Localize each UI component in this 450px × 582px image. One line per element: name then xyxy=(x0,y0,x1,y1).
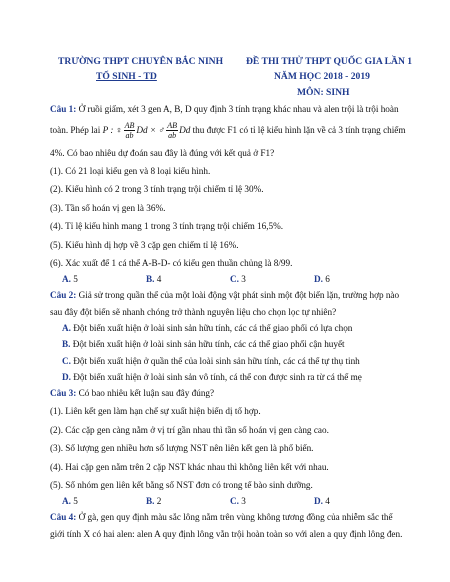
question-2-text-cont: sau đây đột biến sẽ nhanh chóng trở thành nguyên liệu cho chọn lọc tự nhiên? xyxy=(50,306,337,317)
statement: (5). Số nhóm gen liên kết bằng số NST đơn có trong tế bào sinh dưỡng. xyxy=(50,480,313,491)
cross-result: thu được F1 có tỉ lệ kiểu hình lặn về cả 3 tính trạng chiếm xyxy=(190,125,406,135)
statement: (3). Số lượng gen nhiều hơn số lượng NST nên liên kết gen là phổ biến. xyxy=(50,443,314,454)
option-text: 3 xyxy=(238,496,246,507)
exam-header xyxy=(0,56,450,96)
option-key: B. xyxy=(146,273,155,284)
genotype-fraction-male xyxy=(166,121,178,140)
question-2-label: Câu 2: xyxy=(50,289,77,300)
option-c[interactable] xyxy=(230,495,314,507)
option-b[interactable] xyxy=(146,495,230,507)
option-a[interactable] xyxy=(62,495,146,507)
option-text: 5 xyxy=(70,273,78,284)
question-2-text: Giả sử trong quần thể của một loài động vật phát sinh một đột biến lặn, trường hợp nào xyxy=(76,289,400,300)
subject: MÔN: SINH xyxy=(297,87,350,98)
school-name: TRƯỜNG THPT CHUYÊN BẮC NINH xyxy=(58,56,224,67)
question-2 xyxy=(50,289,406,383)
option-key: C. xyxy=(230,273,239,284)
question-1-cross xyxy=(50,118,406,142)
question-3-text: Có bao nhiêu kết luận sau đây đúng? xyxy=(76,388,215,399)
option-text: 5 xyxy=(70,496,78,507)
question-1-text: Ở ruồi giấm, xét 3 gen A, B, D quy định 3 tính trạng khác nhau và alen trội là trội hoàn xyxy=(76,104,399,114)
answer-key: B. xyxy=(62,339,71,350)
option-key: D. xyxy=(314,273,323,284)
question-1-label: Câu 1: xyxy=(50,104,77,114)
question-4-line-1 xyxy=(50,511,406,523)
option-text: 6 xyxy=(322,273,330,284)
question-4 xyxy=(50,511,406,540)
answer-text: Đột biến xuất hiện ở loài sinh sản hữu tính, các cá thể giao phối có lựa chọn xyxy=(70,322,353,333)
question-1 xyxy=(50,103,406,285)
answer-b[interactable] xyxy=(50,338,406,350)
option-text: 2 xyxy=(154,496,162,507)
option-text: 4 xyxy=(322,496,330,507)
school-year: NĂM HỌC 2018 - 2019 xyxy=(274,71,370,82)
cross-intro: toàn. Phép lai xyxy=(50,125,103,135)
statement: (5). Kiểu hình dị hợp về 3 cặp gen chiếm tỉ lệ 16%. xyxy=(50,239,239,250)
genotype-dd-male: Dd xyxy=(179,125,191,135)
genotype-dd-female: Dd xyxy=(136,125,148,135)
question-1-options xyxy=(50,273,406,285)
option-key: A. xyxy=(62,496,71,507)
question-4-label: Câu 4: xyxy=(50,512,77,523)
statement: (2). Kiểu hình có 2 trong 3 tính trạng trội chiếm tỉ lệ 30%. xyxy=(50,184,264,195)
fraction-numerator: AB xyxy=(124,121,135,131)
fraction-denominator: ab xyxy=(125,131,134,141)
cross-parent-female: P : ♀ xyxy=(102,125,123,135)
answer-text: Đột biến xuất hiện ở loài sinh sản hữu tính, các cá thể giao phối cận huyết xyxy=(70,339,345,350)
question-2-line-1 xyxy=(50,289,406,301)
fraction-denominator: ab xyxy=(168,131,177,141)
option-a[interactable] xyxy=(62,273,146,285)
statement: (2). Các cặp gen càng nằm ở vị trí gần nhau thì tần số hoán vị gen càng cao. xyxy=(50,424,329,435)
answer-key: D. xyxy=(62,372,71,383)
option-d[interactable] xyxy=(314,495,398,507)
answer-text: Đột biến xuất hiện ở loài sinh sản vô tính, cá thể con được sinh ra từ cá thể mẹ xyxy=(70,372,362,383)
question-3-options xyxy=(50,495,406,507)
answer-c[interactable] xyxy=(50,355,406,367)
statement: (1). Có 21 loại kiểu gen và 8 loại kiểu hình. xyxy=(50,165,211,176)
option-b[interactable] xyxy=(146,273,230,285)
answer-text: Đột biến xuất hiện ở quần thể của loài sinh sản hữu tính, các cá thể tự thụ tinh xyxy=(70,355,360,366)
question-4-text-cont: giới tính X có hai alen: alen A quy định lông vằn trội hoàn toàn so với alen a quy định lông đen. xyxy=(50,528,403,539)
answer-d[interactable] xyxy=(50,371,406,383)
statement: (6). Xác xuất để 1 cá thể A-B-D- có kiểu gen thuần chủng là 8/99. xyxy=(50,257,293,268)
question-3 xyxy=(50,387,406,507)
exam-content xyxy=(50,103,406,540)
answer-a[interactable] xyxy=(50,322,406,334)
answer-key: C. xyxy=(62,355,71,366)
option-text: 3 xyxy=(238,273,246,284)
option-key: B. xyxy=(146,496,155,507)
genotype-fraction-female xyxy=(124,121,136,140)
question-3-line-1 xyxy=(50,387,406,399)
option-key: A. xyxy=(62,273,71,284)
statement: (1). Liên kết gen làm hạn chế sự xuất hiện biến dị tổ hợp. xyxy=(50,406,261,417)
cross-symbol: × ♂ xyxy=(147,125,166,135)
statement: (4). Tỉ lệ kiểu hình mang 1 trong 3 tính trạng trội chiếm 16,5%. xyxy=(50,221,284,232)
fraction-numerator: AB xyxy=(167,121,178,131)
question-3-label: Câu 3: xyxy=(50,388,77,399)
statement: (4). Hai cặp gen nằm trên 2 cặp NST khác nhau thì không liên kết với nhau. xyxy=(50,461,329,472)
option-key: C. xyxy=(230,496,239,507)
question-1-prompt: 4%. Có bao nhiêu dự đoán sau đây là đúng với kết quả ở F1? xyxy=(50,147,275,158)
statement: (3). Tần số hoán vị gen là 36%. xyxy=(50,202,166,213)
question-1-line-1 xyxy=(50,103,406,115)
department-name: TỔ SINH - TD xyxy=(96,71,157,82)
option-c[interactable] xyxy=(230,273,314,285)
option-d[interactable] xyxy=(314,273,398,285)
exam-title: ĐỀ THI THỬ THPT QUỐC GIA LẦN 1 xyxy=(246,56,413,67)
option-text: 4 xyxy=(154,273,162,284)
question-4-text: Ở gà, gen quy định màu sắc lông nằm trên vùng không tương đồng của nhiễm sắc thể xyxy=(76,512,393,523)
answer-key: A. xyxy=(62,322,71,333)
option-key: D. xyxy=(314,496,323,507)
